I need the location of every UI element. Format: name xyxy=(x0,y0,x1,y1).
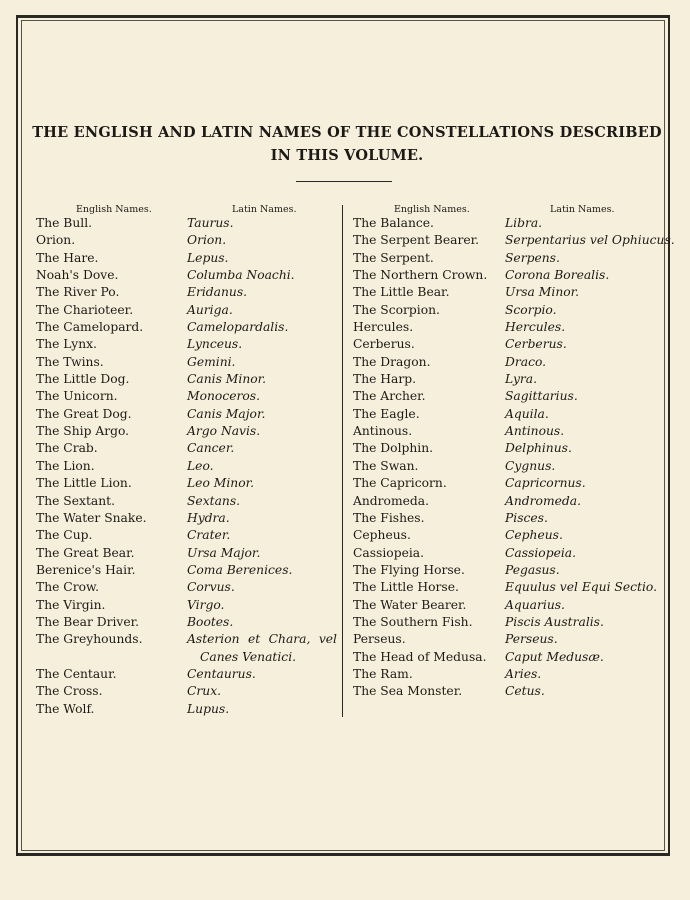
right-english-names xyxy=(353,215,487,701)
list-item: Lepus. xyxy=(187,250,229,265)
list-item: The Centaur. xyxy=(36,666,117,681)
list-item: Corona Borealis. xyxy=(505,268,610,283)
list-item: The Greyhounds. xyxy=(36,632,143,647)
list-item: The Head of Medusa. xyxy=(353,649,487,664)
list-item: Camelopardalis. xyxy=(187,320,289,335)
list-item: The Sea Monster. xyxy=(353,684,463,699)
list-item: The Swan. xyxy=(353,458,419,473)
list-item: The Lion. xyxy=(36,458,95,473)
page-title: THE ENGLISH AND LATIN NAMES OF THE CONSTELLATIONS DESCRIBED IN THIS VOLUME. xyxy=(32,124,662,164)
list-item: The Wolf. xyxy=(36,701,95,716)
list-item: Eridanus. xyxy=(187,285,248,300)
list-item: Argo Navis. xyxy=(187,424,261,439)
list-item: The Eagle. xyxy=(353,406,420,421)
list-item: The Lynx. xyxy=(36,337,97,352)
list-item: Canis Major. xyxy=(187,406,266,421)
list-item: The Crow. xyxy=(36,580,99,595)
list-item xyxy=(187,631,337,666)
list-item: The Great Bear. xyxy=(36,545,135,560)
header-latin-left: Latin Names. xyxy=(232,204,297,215)
list-item: The Serpent Bearer. xyxy=(353,233,480,248)
list-item: The Bear Driver. xyxy=(36,614,140,629)
list-item: Perseus. xyxy=(353,632,406,647)
column-divider xyxy=(342,205,343,717)
list-item: The Cup. xyxy=(36,528,93,543)
list-item: Centaurus. xyxy=(187,666,256,681)
list-item: The Little Dog. xyxy=(36,372,130,387)
list-item: The Scorpion. xyxy=(353,302,440,317)
list-item: The Great Dog. xyxy=(36,406,132,421)
list-item: Cassiopeia. xyxy=(353,545,425,560)
list-item: Hercules. xyxy=(505,320,566,335)
title-rule xyxy=(296,181,392,182)
list-item: Scorpio. xyxy=(505,302,557,317)
list-item: Cepheus. xyxy=(353,528,411,543)
list-item: The Flying Horse. xyxy=(353,562,465,577)
list-item: Monoceros. xyxy=(187,389,260,404)
list-item: Bootes. xyxy=(187,614,234,629)
list-item: Hydra. xyxy=(187,510,230,525)
list-item: The Hare. xyxy=(36,250,99,265)
list-item: Lyra. xyxy=(505,372,538,387)
list-item: Pegasus. xyxy=(505,562,560,577)
left-english-names xyxy=(36,215,147,718)
list-item: The Crab. xyxy=(36,441,98,456)
list-item: Gemini. xyxy=(187,354,236,369)
list-item: The Water Bearer. xyxy=(353,597,467,612)
list-item: Capricornus. xyxy=(505,476,586,491)
list-item: Caput Medusæ. xyxy=(505,649,604,664)
list-item: Aquarius. xyxy=(505,597,565,612)
list-item: Corvus. xyxy=(187,580,235,595)
list-item: Taurus. xyxy=(187,216,234,230)
list-item: Cerberus. xyxy=(353,337,415,352)
list-item: Coma Berenices. xyxy=(187,562,293,577)
list-item: Cetus. xyxy=(505,684,545,699)
list-item: Ursa Major. xyxy=(187,545,261,560)
list-item: Antinous. xyxy=(505,424,565,439)
list-item: Delphinus. xyxy=(505,441,572,456)
list-item: Cassiopeia. xyxy=(505,545,577,560)
list-item: Andromeda. xyxy=(353,493,430,508)
list-item: Serpentarius vel Ophiucus. xyxy=(505,233,675,248)
list-item: The Ram. xyxy=(353,666,413,681)
list-item: Noah's Dove. xyxy=(36,268,119,283)
list-item: Leo. xyxy=(187,458,214,473)
list-item: Serpens. xyxy=(505,250,560,265)
list-item: The Cross. xyxy=(36,684,103,699)
list-item: The Northern Crown. xyxy=(353,268,488,283)
list-item: The Sextant. xyxy=(36,493,115,508)
list-item: Sagittarius. xyxy=(505,389,578,404)
list-item: The Archer. xyxy=(353,389,426,404)
list-item: The Little Lion. xyxy=(36,476,132,491)
header-english-right: English Names. xyxy=(394,204,470,215)
list-item: The Virgin. xyxy=(36,597,106,612)
list-item: Cygnus. xyxy=(505,458,556,473)
latin-name-line2: Canes Venatici. xyxy=(200,649,297,664)
list-item: The Balance. xyxy=(353,216,434,230)
list-item: The Southern Fish. xyxy=(353,614,473,629)
list-item: Auriga. xyxy=(187,302,233,317)
list-item: The Water Snake. xyxy=(36,510,147,525)
list-item: The Ship Argo. xyxy=(36,424,130,439)
list-item: The Harp. xyxy=(353,372,417,387)
list-item: The Dragon. xyxy=(353,354,431,369)
list-item: The Capricorn. xyxy=(353,476,447,491)
list-item: Cepheus. xyxy=(505,528,563,543)
list-item: The Little Horse. xyxy=(353,580,459,595)
list-item: Libra. xyxy=(505,216,543,230)
list-item: Lynceus. xyxy=(187,337,243,352)
list-item: The Dolphin. xyxy=(353,441,434,456)
list-item: Draco. xyxy=(505,354,547,369)
header-latin-right: Latin Names. xyxy=(550,204,615,215)
list-item: Aries. xyxy=(505,666,542,681)
list-item: The Fishes. xyxy=(353,510,425,525)
list-item: The Little Bear. xyxy=(353,285,450,300)
list-item: Virgo. xyxy=(187,597,225,612)
list-item: Crux. xyxy=(187,684,222,699)
left-latin-names xyxy=(187,215,337,718)
list-item: The Camelopard. xyxy=(36,320,144,335)
list-item: Orion. xyxy=(36,233,76,248)
latin-name-line1: Asterion et Chara, vel xyxy=(187,632,337,647)
list-item: Hercules. xyxy=(353,320,414,335)
list-item: Cerberus. xyxy=(505,337,567,352)
list-item: Equulus vel Equi Sectio. xyxy=(505,580,657,595)
list-item: Lupus. xyxy=(187,701,230,716)
list-item: Andromeda. xyxy=(505,493,582,508)
list-item: Pisces. xyxy=(505,510,548,525)
list-item: Columba Noachi. xyxy=(187,268,295,283)
list-item: Leo Minor. xyxy=(187,476,255,491)
list-item: Piscis Australis. xyxy=(505,614,604,629)
list-item: Perseus. xyxy=(505,632,558,647)
list-item: The Bull. xyxy=(36,216,93,230)
list-item: The Charioteer. xyxy=(36,302,134,317)
list-item: The Twins. xyxy=(36,354,104,369)
list-item: Antinous. xyxy=(353,424,413,439)
list-item: Crater. xyxy=(187,528,231,543)
list-item: The River Po. xyxy=(36,285,120,300)
list-item: Orion. xyxy=(187,233,227,248)
list-item: Aquila. xyxy=(505,406,549,421)
list-item: Cancer. xyxy=(187,441,235,456)
list-item: Canis Minor. xyxy=(187,372,267,387)
list-item: Berenice's Hair. xyxy=(36,562,136,577)
list-item: The Unicorn. xyxy=(36,389,118,404)
list-item: The Serpent. xyxy=(353,250,434,265)
right-latin-names xyxy=(505,215,675,701)
header-english-left: English Names. xyxy=(76,204,152,215)
list-item: Ursa Minor. xyxy=(505,285,580,300)
list-item: Sextans. xyxy=(187,493,241,508)
